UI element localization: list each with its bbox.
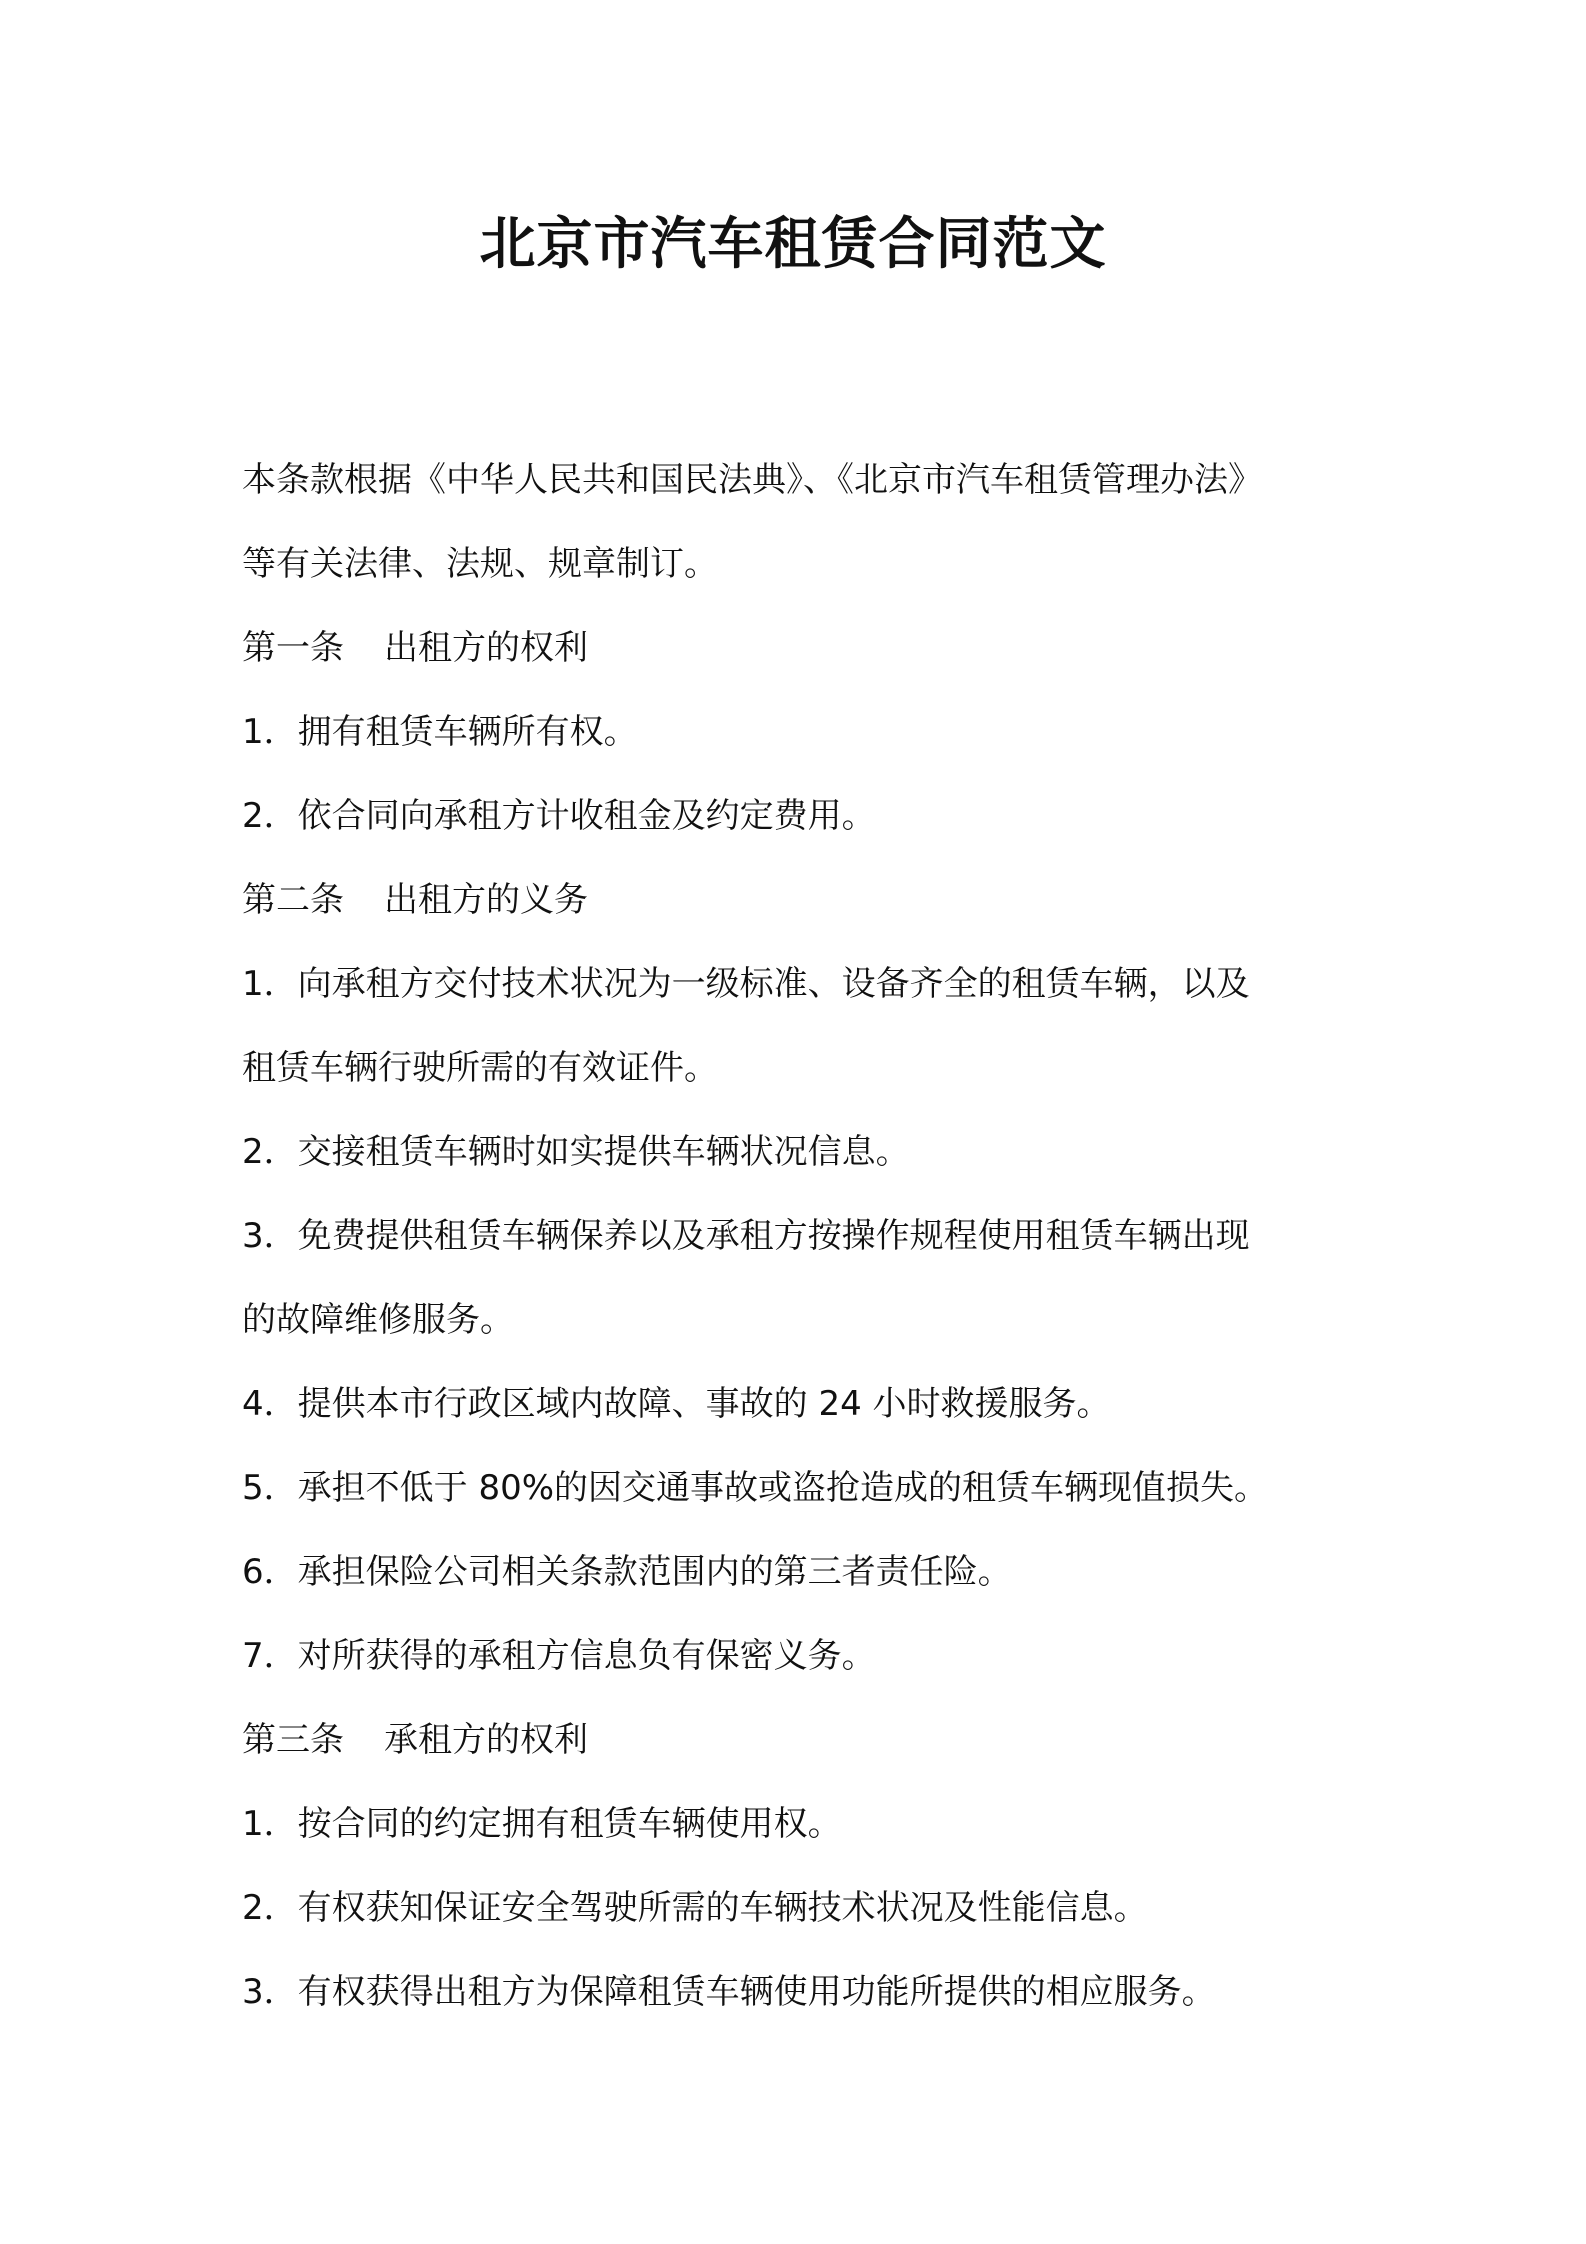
article-heading [242,1698,1352,1782]
clause-line: 2．交接租赁车辆时如实提供车辆状况信息。 [242,1132,910,1172]
clause-line: 3．免费提供租赁车辆保养以及承租方按操作规程使用租赁车辆出现 [242,1216,1250,1256]
clause-line: 1．拥有租赁车辆所有权。 [242,712,638,752]
article-number: 第二条 [242,880,344,920]
article-heading-text: 出租方的义务 [384,880,588,920]
article-number: 第一条 [242,628,344,668]
article-number: 第三条 [242,1720,344,1760]
article-heading-text: 承租方的权利 [384,1720,588,1760]
clause-line: 3．有权获得出租方为保障租赁车辆使用功能所提供的相应服务。 [242,1972,1216,2012]
clause-line: 5．承担不低于 80%的因交通事故或盗抢造成的租赁车辆现值损失。 [242,1468,1269,1508]
clause-line: 2．有权获知保证安全驾驶所需的车辆技术状况及性能信息。 [242,1888,1148,1928]
intro-line: 本条款根据《中华人民共和国民法典》、《北京市汽车租赁管理办法》 [242,460,1262,500]
article-heading [242,858,1352,942]
clause-line: 的故障维修服务。 [242,1300,514,1340]
clause-line: 6．承担保险公司相关条款范围内的第三者责任险。 [242,1552,1012,1592]
article-heading [242,606,1352,690]
clause-line: 1．向承租方交付技术状况为一级标准、设备齐全的租赁车辆，以及 [242,964,1250,1004]
clause-line: 2．依合同向承租方计收租金及约定费用。 [242,796,876,836]
article-heading-text: 出租方的权利 [384,628,588,668]
clause-line: 7．对所获得的承租方信息负有保密义务。 [242,1636,876,1676]
document-title: 北京市汽车租赁合同范文 [479,212,1107,277]
intro-line: 等有关法律、法规、规章制订。 [242,544,718,584]
clause-line: 1．按合同的约定拥有租赁车辆使用权。 [242,1804,842,1844]
clause-line: 4．提供本市行政区域内故障、事故的 24 小时救援服务。 [242,1384,1111,1424]
document-body [242,438,1352,2034]
clause-line: 租赁车辆行驶所需的有效证件。 [242,1048,718,1088]
